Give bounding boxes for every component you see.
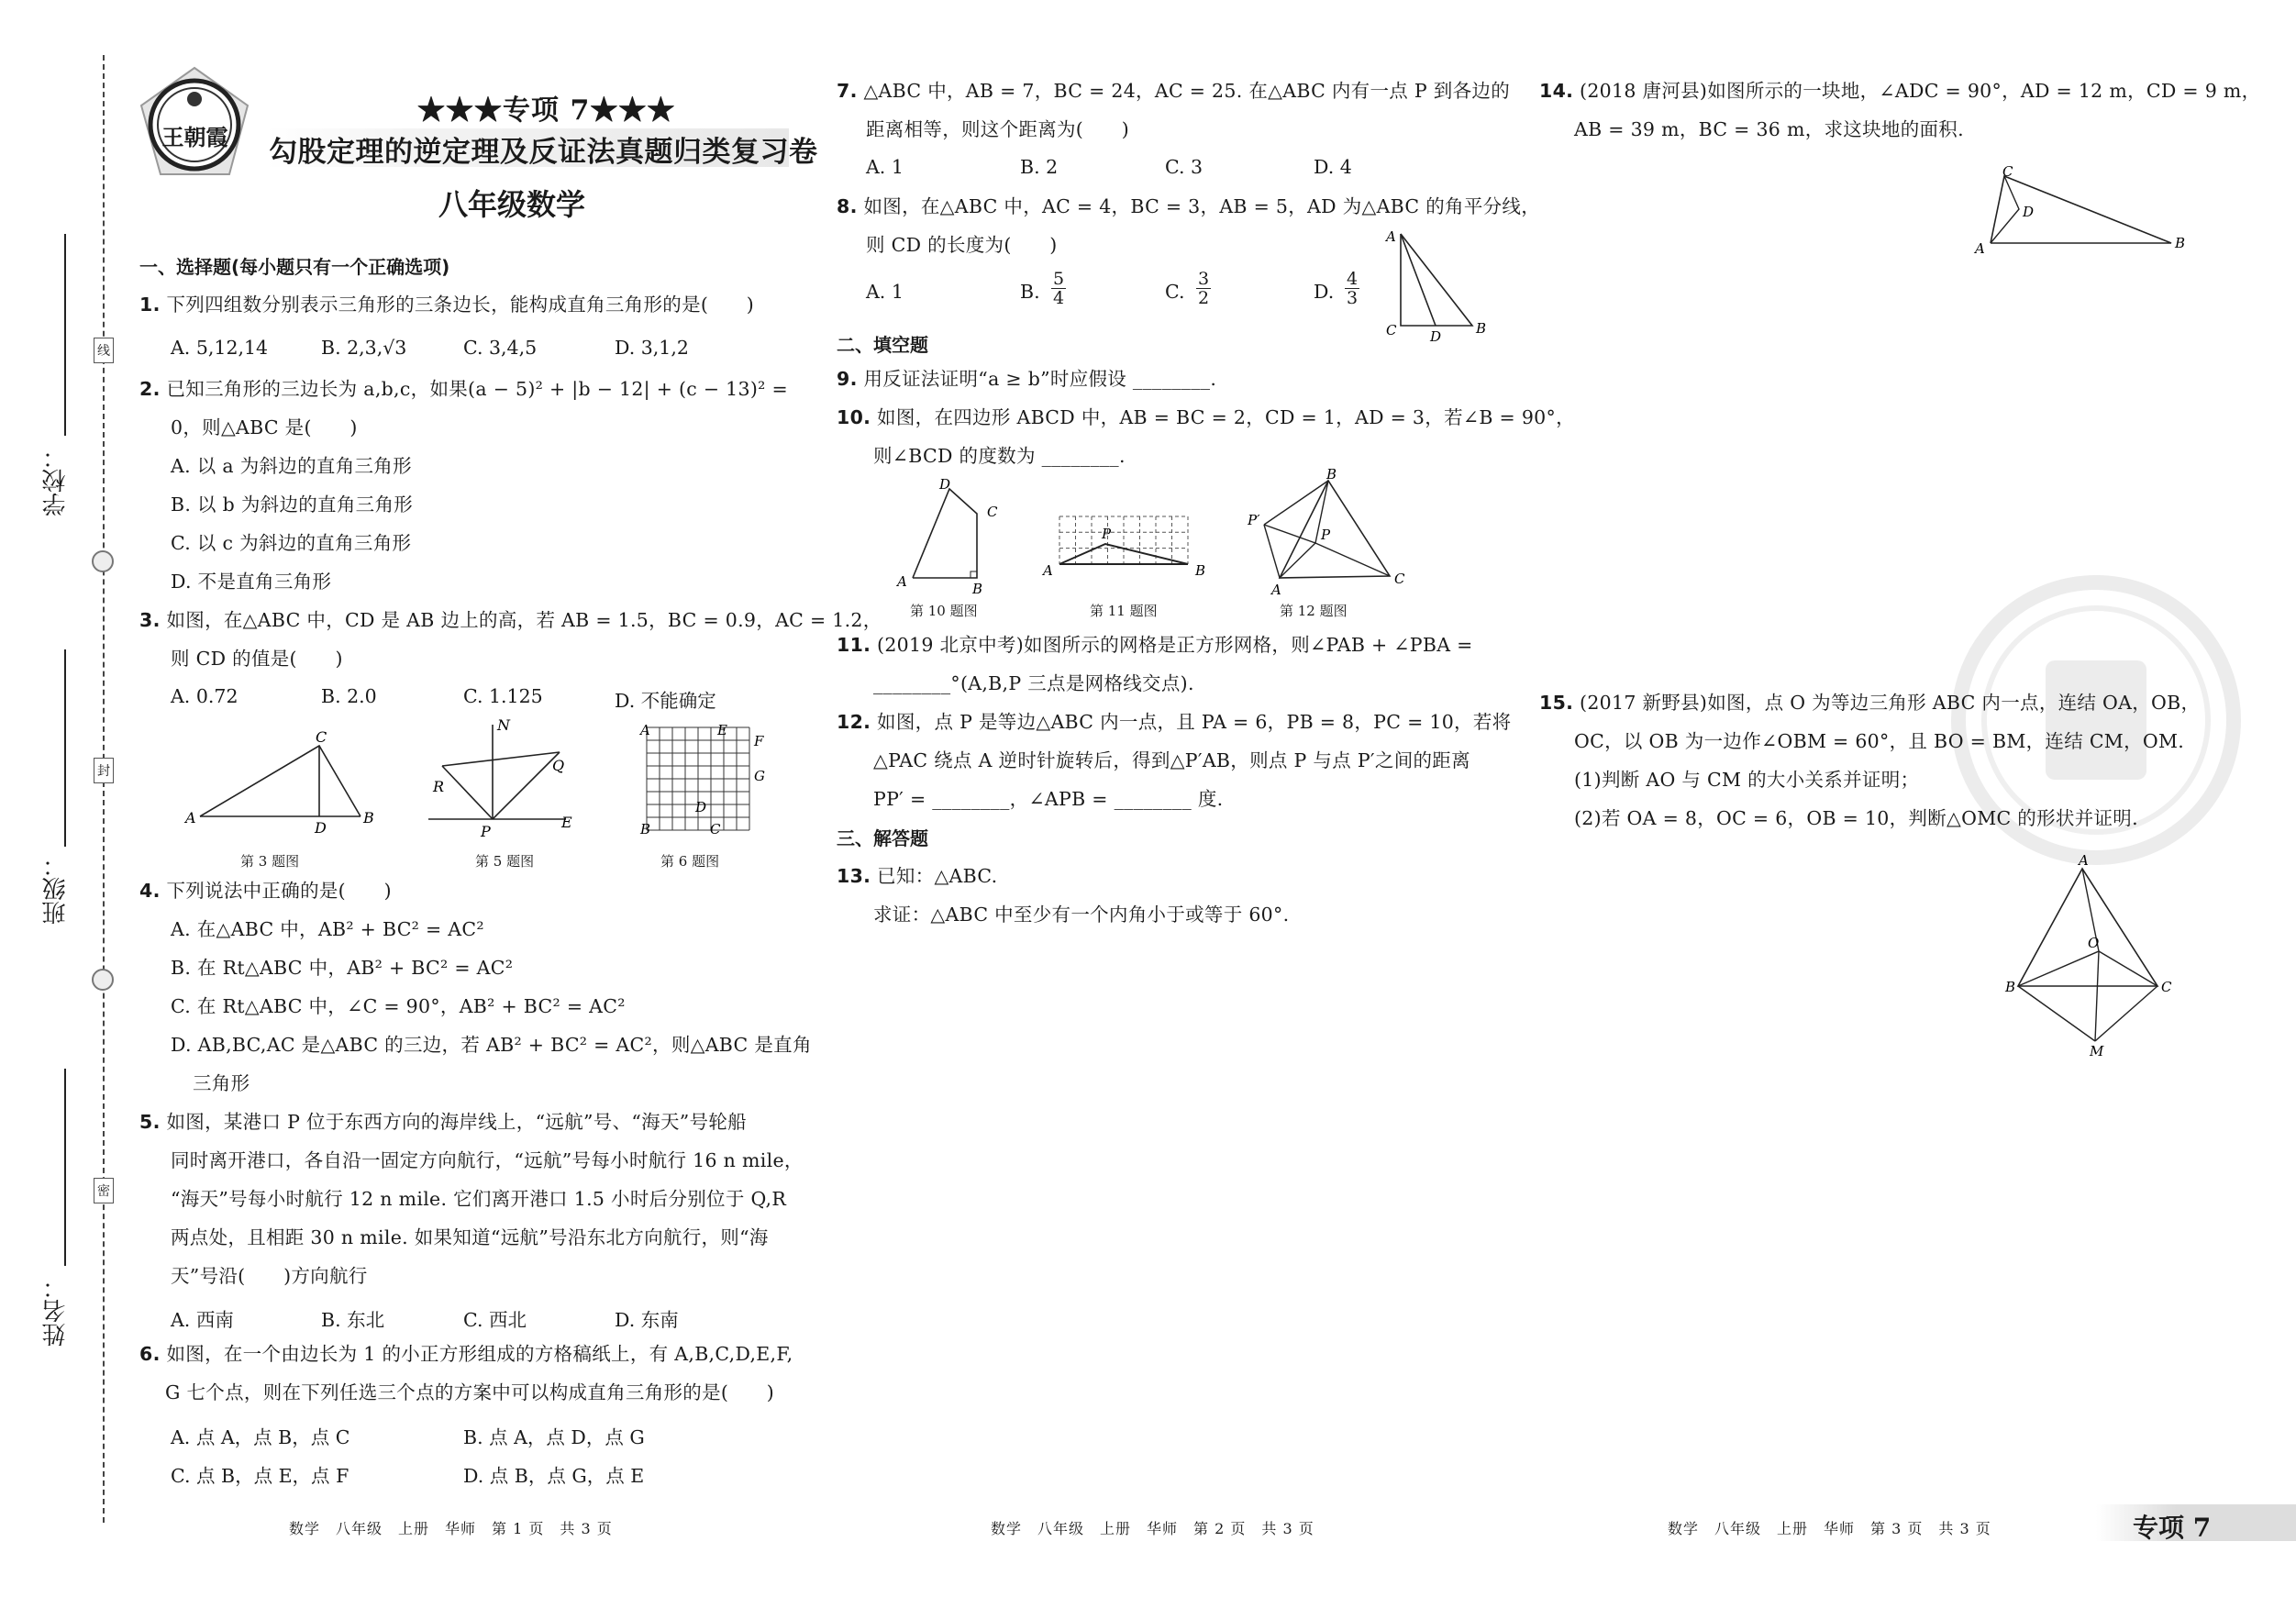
q8-option-d: D. <box>1314 281 1335 303</box>
page-title: 勾股定理的逆定理及反证法真题归类复习卷 <box>269 136 818 169</box>
fig15-label: M <box>2090 1043 2104 1059</box>
question-number: 6. <box>139 1343 161 1365</box>
fig14-label: A <box>1975 240 1985 257</box>
q5-option-d: D. 东南 <box>615 1309 679 1331</box>
logo <box>138 64 252 183</box>
q1-option-b: B. 2,3,√3 <box>321 337 407 359</box>
fig5-label: R <box>433 778 445 795</box>
q5-line: 天”号沿( )方向航行 <box>171 1265 368 1287</box>
question-text: (2018 唐河县)如图所示的一块地，∠ADC = 90°，AD = 12 m，CD = 9 m， <box>1580 80 2261 102</box>
page-subtitle: 八年级数学 <box>438 187 586 222</box>
fig10-label: C <box>987 504 998 520</box>
q4-option-a: A. 在△ABC 中，AB² + BC² = AC² <box>171 918 484 940</box>
figure-caption: 第 11 题图 <box>1090 603 1158 619</box>
question-text: 如图，在一个由边长为 1 的小正方形组成的方格稿纸上，有 A,B,C,D,E,F, <box>166 1343 793 1365</box>
question-number: 15. <box>1539 692 1574 714</box>
q6-option-b: B. 点 A，点 D，点 G <box>463 1426 645 1448</box>
question-15 <box>1539 683 2200 722</box>
question-text: 下列四组数分别表示三角形的三条边长，能构成直角三角形的是( ) <box>166 294 755 316</box>
name-label: 姓名： <box>42 1275 70 1347</box>
question-number: 8. <box>837 195 858 217</box>
fig6-label: B <box>640 821 651 837</box>
q2-option-c: C. 以 c 为斜边的直角三角形 <box>171 532 412 554</box>
fig11-label: P <box>1102 526 1112 542</box>
question-number: 3. <box>139 609 161 631</box>
q7-option-a: A. 1 <box>866 156 904 178</box>
question-number: 11. <box>837 634 871 656</box>
q2-option-b: B. 以 b 为斜边的直角三角形 <box>171 494 414 516</box>
footer-page-2: 数学 八年级 上册 华师 第 2 页 共 3 页 <box>991 1520 1314 1537</box>
fig5-label: Q <box>552 757 565 774</box>
class-label: 班级： <box>42 853 70 925</box>
q10-line2: 则∠BCD 的度数为 ________. <box>873 445 1126 467</box>
question-11 <box>837 626 1473 664</box>
question-4 <box>139 871 392 910</box>
binding-dashed-line <box>103 55 105 1523</box>
class-underline <box>64 649 66 847</box>
question-14 <box>1539 72 2260 110</box>
fraction-b: 5 4 <box>1052 269 1065 308</box>
section-heading-1: 一、选择题(每小题只有一个正确选项) <box>139 256 450 278</box>
fig3-label: A <box>185 809 196 826</box>
figure-6 <box>633 720 766 839</box>
fig6-label: G <box>754 768 765 784</box>
q5-line: “海天”号每小时航行 12 n mile. 它们离开港口 1.5 小时后分别位于 Q,R <box>171 1188 787 1210</box>
seal-char-2: 封 <box>94 758 114 783</box>
figure-8 <box>1381 225 1495 344</box>
q5-option-a: A. 西南 <box>171 1309 234 1331</box>
question-10 <box>837 398 1575 437</box>
question-7 <box>837 72 1510 110</box>
q7-line2: 距离相等，则这个距离为( ) <box>866 118 1129 140</box>
fig3-label: D <box>315 819 327 835</box>
fig8-label: C <box>1386 322 1397 338</box>
fig6-label: E <box>717 722 727 738</box>
fig14-label: B <box>2175 235 2186 251</box>
q5-option-b: B. 东北 <box>321 1309 385 1331</box>
seal-char-1: 线 <box>94 338 114 363</box>
question-number: 7. <box>837 80 858 102</box>
q4-option-d-cont: 三角形 <box>193 1072 250 1094</box>
footer-page-3: 数学 八年级 上册 华师 第 3 页 共 3 页 <box>1668 1520 1991 1537</box>
fig15-label: A <box>2079 852 2089 869</box>
question-13 <box>837 857 997 895</box>
school-underline <box>64 234 66 436</box>
q6-option-d: D. 点 B，点 G，点 E <box>463 1465 645 1487</box>
section-heading-2: 二、填空题 <box>837 334 928 356</box>
fig10-label: D <box>939 476 951 493</box>
figure-caption: 第 5 题图 <box>475 853 535 870</box>
logo-text: 王朝霞 <box>161 124 228 150</box>
q4-option-c: C. 在 Rt△ABC 中，∠C = 90°，AB² + BC² = AC² <box>171 995 626 1017</box>
question-text: (2019 北京中考)如图所示的网格是正方形网格，则∠PAB + ∠PBA = <box>877 634 1473 656</box>
question-text: 如图，在△ABC 中，CD 是 AB 边上的高，若 AB = 1.5，BC = 0.9，AC = 1.2， <box>166 609 882 631</box>
section-heading-3: 三、解答题 <box>837 827 928 849</box>
q15-line4: (2)若 OA = 8，OC = 6，OB = 10，判断△OMC 的形状并证明. <box>1574 807 2138 829</box>
q7-option-d: D. 4 <box>1314 156 1352 178</box>
fig12-label: P <box>1321 527 1331 543</box>
question-number: 12. <box>837 711 871 733</box>
q8-line2: 则 CD 的长度为( ) <box>866 234 1058 256</box>
fraction-c: 3 2 <box>1197 269 1210 308</box>
fig3-label: B <box>363 809 374 826</box>
q12-line3: PP′ = ________，∠APB = ________ 度. <box>873 788 1224 810</box>
question-number: 10. <box>837 406 871 428</box>
school-label: 学校： <box>42 445 70 516</box>
question-text: 如图，某港口 P 位于东西方向的海岸线上，“远航”号、“海天”号轮船 <box>166 1111 747 1133</box>
question-8 <box>837 187 1540 226</box>
fig5-label: P <box>481 823 491 840</box>
q3-option-d: D. 不能确定 <box>615 690 716 712</box>
question-9 <box>837 360 1216 398</box>
fig6-label: F <box>754 733 764 749</box>
fig14-label: D <box>2023 204 2035 220</box>
q12-line2: △PAC 绕点 A 逆时针旋转后，得到△P′AB，则点 P 与点 P′之间的距离 <box>873 749 1470 771</box>
question-2 <box>139 370 788 408</box>
q2-option-a: A. 以 a 为斜边的直角三角形 <box>171 455 412 477</box>
fig11-label: A <box>1043 562 1053 579</box>
badge: ★★★专项 7★★★ <box>417 94 676 127</box>
q2-option-d: D. 不是直角三角形 <box>171 571 332 593</box>
q1-option-d: D. 3,1,2 <box>615 337 689 359</box>
footer-page-1: 数学 八年级 上册 华师 第 1 页 共 3 页 <box>289 1520 613 1537</box>
fig15-label: O <box>2088 935 2100 951</box>
question-text: 已知：△ABC. <box>877 865 998 887</box>
question-text: 已知三角形的三边长为 a,b,c，如果(a − 5)² + |b − 12| + (c − 13)² = <box>166 378 788 400</box>
fig11-label: B <box>1195 562 1206 579</box>
fig8-label: A <box>1386 228 1396 245</box>
figure-caption: 第 12 题图 <box>1280 603 1348 619</box>
fig5-label: E <box>561 814 572 831</box>
fig15-label: B <box>2005 979 2016 995</box>
question-6 <box>139 1335 793 1373</box>
question-number: 1. <box>139 294 161 316</box>
binding-hole-icon <box>92 550 114 572</box>
q1-option-c: C. 3,4,5 <box>463 337 538 359</box>
figure-5 <box>424 715 584 844</box>
figure-caption: 第 3 题图 <box>240 853 300 870</box>
fig6-label: D <box>695 799 707 815</box>
question-text: 下列说法中正确的是( ) <box>166 880 392 902</box>
q1-option-a: A. 5,12,14 <box>171 337 269 359</box>
question-number: 9. <box>837 368 858 390</box>
fig10-label: B <box>972 581 983 596</box>
fig10-label: A <box>897 573 907 590</box>
q8-option-c: C. <box>1165 281 1185 303</box>
q3-line2: 则 CD 的值是( ) <box>171 648 343 670</box>
q11-line2: ________°(A,B,P 三点是网格线交点). <box>873 672 1194 694</box>
fig12-label: C <box>1394 571 1405 587</box>
fig5-label: N <box>497 716 510 734</box>
question-1 <box>139 285 754 324</box>
fig3-label: C <box>316 729 327 746</box>
fig6-label: A <box>640 722 650 738</box>
q15-line2: OC，以 OB 为一边作∠OBM = 60°，且 BO = BM，连结 CM，OM. <box>1574 730 2185 752</box>
question-text: 如图，点 P 是等边△ABC 内一点，且 PA = 6，PB = 8，PC = 10，若将 <box>877 711 1512 733</box>
question-text: 如图，在四边形 ABCD 中，AB = BC = 2，CD = 1，AD = 3，若∠B = 90°， <box>877 406 1575 428</box>
seal-char-3: 密 <box>94 1178 114 1203</box>
q8-option-a: A. 1 <box>866 281 904 303</box>
q14-line2: AB = 39 m，BC = 36 m，求这块地的面积. <box>1574 118 1964 140</box>
q8-option-b: B. <box>1020 281 1040 303</box>
question-text: (2017 新野县)如图，点 O 为等边三角形 ABC 内一点，连结 OA，OB， <box>1580 692 2201 714</box>
question-number: 14. <box>1539 80 1574 102</box>
figure-10 <box>890 472 1000 596</box>
question-3 <box>139 601 882 639</box>
question-12 <box>837 703 1511 741</box>
q13-line2: 求证：△ABC 中至少有一个内角小于或等于 60°. <box>873 904 1290 926</box>
question-number: 4. <box>139 880 161 902</box>
figure-caption: 第 6 题图 <box>660 853 720 870</box>
footer-tag: 专项 7 <box>2133 1513 2212 1543</box>
q3-option-b: B. 2.0 <box>321 685 377 707</box>
fig8-label: B <box>1476 320 1487 337</box>
question-number: 5. <box>139 1111 161 1133</box>
q6-option-c: C. 点 B，点 E，点 F <box>171 1465 349 1487</box>
q15-line3: (1)判断 AO 与 CM 的大小关系并证明； <box>1574 769 1920 791</box>
binding-hole-icon <box>92 969 114 991</box>
fraction-d: 4 3 <box>1346 269 1359 308</box>
q2-line2: 0，则△ABC 是( ) <box>171 416 358 438</box>
q3-option-c: C. 1.125 <box>463 685 543 707</box>
figure-3 <box>183 729 376 835</box>
question-text: △ABC 中，AB = 7，BC = 24，AC = 25. 在△ABC 内有一点 P 到各边的 <box>863 80 1511 102</box>
question-text: 用反证法证明“a ≥ b”时应假设 ________. <box>863 368 1217 390</box>
q7-option-c: C. 3 <box>1165 156 1203 178</box>
q6-line2: G 七个点，则在下列任选三个点的方案中可以构成直角三角形的是( ) <box>165 1381 775 1403</box>
q4-option-b: B. 在 Rt△ABC 中，AB² + BC² = AC² <box>171 957 514 979</box>
fig8-label: D <box>1430 328 1442 344</box>
q3-option-a: A. 0.72 <box>171 685 238 707</box>
figure-15 <box>2000 848 2174 1059</box>
q5-line: 两点处，且相距 30 n mile. 如果知道“远航”号沿东北方向航行，则“海 <box>171 1226 769 1248</box>
fig12-label: P′ <box>1248 512 1260 528</box>
q7-option-b: B. 2 <box>1020 156 1059 178</box>
q6-option-a: A. 点 A，点 B，点 C <box>171 1426 350 1448</box>
q5-option-c: C. 西北 <box>463 1309 527 1331</box>
figure-14 <box>1968 165 2206 266</box>
question-5 <box>139 1103 747 1141</box>
fig15-label: C <box>2161 979 2172 995</box>
figure-12 <box>1248 468 1413 601</box>
figure-caption: 第 10 题图 <box>910 603 978 619</box>
figure-11 <box>1041 509 1215 582</box>
question-number: 2. <box>139 378 161 400</box>
question-text: 如图，在△ABC 中，AC = 4，BC = 3，AB = 5，AD 为△ABC 的角平分线， <box>863 195 1541 217</box>
q4-option-d: D. AB,BC,AC 是△ABC 的三边，若 AB² + BC² = AC²，则△ABC 是直角 <box>171 1034 812 1056</box>
question-number: 13. <box>837 865 871 887</box>
fig12-label: B <box>1326 468 1337 482</box>
q5-line: 同时离开港口，各自沿一固定方向航行，“远航”号每小时航行 16 n mile， <box>171 1149 804 1171</box>
fig6-label: C <box>710 821 721 837</box>
fig14-label: C <box>2002 165 2013 180</box>
name-underline <box>64 1069 66 1266</box>
fig12-label: A <box>1271 582 1281 598</box>
